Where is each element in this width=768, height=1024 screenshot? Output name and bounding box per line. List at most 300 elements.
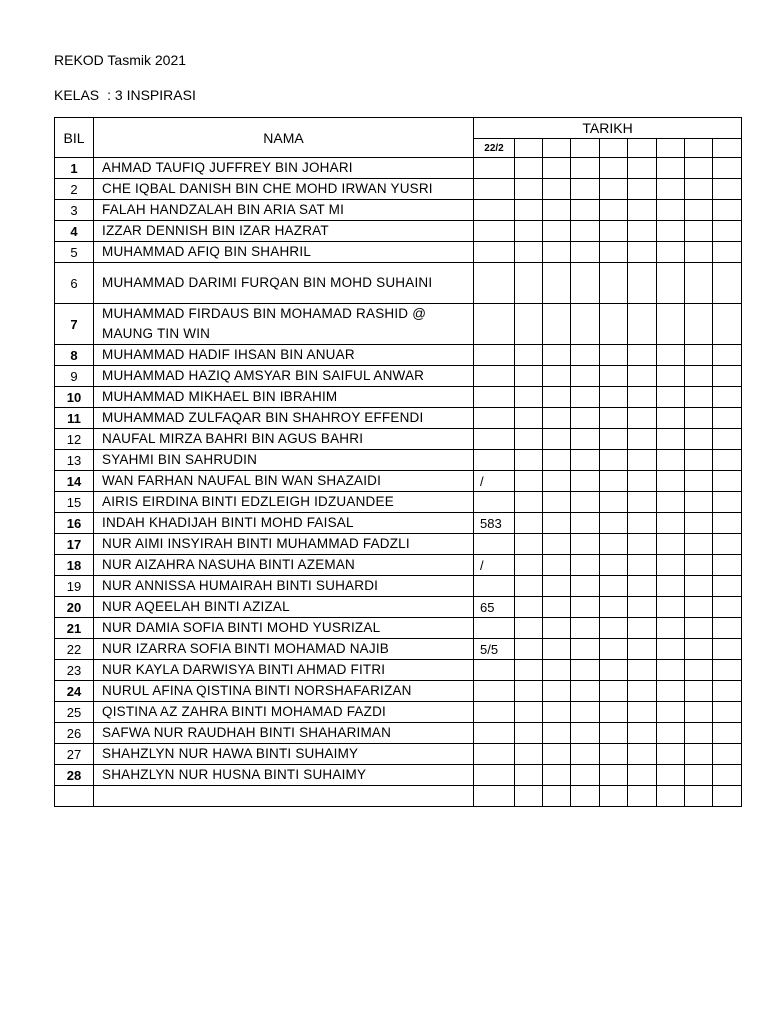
date-entry <box>600 660 628 681</box>
date-entry: / <box>474 555 515 576</box>
date-entry <box>571 702 600 723</box>
date-entry <box>628 681 657 702</box>
date-entry <box>628 597 657 618</box>
date-entry <box>685 723 713 744</box>
table-row <box>55 158 742 179</box>
date-entry <box>600 492 628 513</box>
date-entry <box>474 242 515 263</box>
row-number: 20 <box>55 597 94 618</box>
date-entry <box>713 723 742 744</box>
date-entry <box>543 660 571 681</box>
date-entry <box>515 744 543 765</box>
student-name: SAFWA NUR RAUDHAH BINTI SHAHARIMAN <box>94 723 474 744</box>
date-entry <box>543 304 571 345</box>
date-entry <box>713 450 742 471</box>
date-entry <box>685 179 713 200</box>
table-row <box>55 492 742 513</box>
date-entry <box>713 200 742 221</box>
date-entry <box>628 221 657 242</box>
date-entry <box>657 158 685 179</box>
date-entry <box>685 429 713 450</box>
date-entry <box>600 200 628 221</box>
date-entry <box>685 200 713 221</box>
date-entry <box>685 242 713 263</box>
date-entry <box>628 408 657 429</box>
table-row <box>55 702 742 723</box>
date-entry: 5/5 <box>474 639 515 660</box>
date-entry <box>657 429 685 450</box>
date-entry <box>571 681 600 702</box>
date-entry <box>515 492 543 513</box>
date-entry <box>657 723 685 744</box>
date-entry <box>543 618 571 639</box>
date-entry <box>571 471 600 492</box>
date-entry <box>543 597 571 618</box>
table-row <box>55 345 742 366</box>
table-row <box>55 765 742 786</box>
date-entry <box>600 723 628 744</box>
date-entry <box>600 450 628 471</box>
date-entry <box>713 221 742 242</box>
date-entry <box>515 555 543 576</box>
date-entry <box>474 765 515 786</box>
date-entry <box>474 158 515 179</box>
class-line <box>54 87 196 103</box>
date-entry <box>713 534 742 555</box>
date-entry <box>657 618 685 639</box>
date-entry <box>600 513 628 534</box>
date-entry <box>571 200 600 221</box>
date-entry <box>543 681 571 702</box>
date-entry <box>571 242 600 263</box>
tasmik-table <box>54 117 742 807</box>
date-entry <box>628 786 657 807</box>
table-row <box>55 221 742 242</box>
date-entry <box>657 786 685 807</box>
date-entry <box>657 555 685 576</box>
row-number: 2 <box>55 179 94 200</box>
date-entry <box>713 639 742 660</box>
date-entry <box>600 702 628 723</box>
date-entry <box>713 681 742 702</box>
date-entry <box>515 158 543 179</box>
date-entry <box>713 765 742 786</box>
date-entry <box>628 639 657 660</box>
date-entry <box>543 702 571 723</box>
date-entry <box>515 660 543 681</box>
date-cell <box>515 139 543 158</box>
date-entry <box>600 639 628 660</box>
date-entry <box>600 408 628 429</box>
student-name: NUR AIZAHRA NASUHA BINTI AZEMAN <box>94 555 474 576</box>
date-entry <box>600 429 628 450</box>
date-entry <box>474 179 515 200</box>
date-entry <box>474 304 515 345</box>
date-entry <box>543 576 571 597</box>
date-cell <box>685 139 713 158</box>
student-name: MUHAMMAD HADIF IHSAN BIN ANUAR <box>94 345 474 366</box>
table-row <box>55 304 742 345</box>
date-entry <box>474 786 515 807</box>
student-name: WAN FARHAN NAUFAL BIN WAN SHAZAIDI <box>94 471 474 492</box>
date-entry <box>571 597 600 618</box>
row-number: 11 <box>55 408 94 429</box>
row-number: 17 <box>55 534 94 555</box>
date-entry <box>515 765 543 786</box>
date-entry <box>713 618 742 639</box>
date-entry <box>600 681 628 702</box>
date-entry <box>571 576 600 597</box>
date-entry: / <box>474 471 515 492</box>
row-number: 23 <box>55 660 94 681</box>
row-number: 3 <box>55 200 94 221</box>
date-entry <box>685 387 713 408</box>
date-entry <box>474 723 515 744</box>
row-number: 15 <box>55 492 94 513</box>
row-number: 18 <box>55 555 94 576</box>
student-name: NUR KAYLA DARWISYA BINTI AHMAD FITRI <box>94 660 474 681</box>
date-entry <box>685 366 713 387</box>
date-entry <box>543 534 571 555</box>
table-row <box>55 263 742 304</box>
date-entry <box>571 304 600 345</box>
table-row <box>55 179 742 200</box>
table-row <box>55 387 742 408</box>
date-entry <box>628 534 657 555</box>
date-entry <box>543 450 571 471</box>
row-number: 16 <box>55 513 94 534</box>
date-entry <box>628 345 657 366</box>
date-entry <box>628 576 657 597</box>
table-row <box>55 597 742 618</box>
date-entry <box>571 158 600 179</box>
date-entry <box>600 765 628 786</box>
date-entry <box>685 471 713 492</box>
date-entry <box>657 513 685 534</box>
date-entry <box>515 513 543 534</box>
date-entry <box>571 723 600 744</box>
date-entry <box>685 408 713 429</box>
date-entry <box>685 513 713 534</box>
date-entry <box>543 786 571 807</box>
date-entry <box>515 345 543 366</box>
date-entry: 583 <box>474 513 515 534</box>
date-entry <box>713 179 742 200</box>
table-row <box>55 639 742 660</box>
date-entry <box>543 200 571 221</box>
date-entry <box>657 366 685 387</box>
document-title: REKOD Tasmik 2021 <box>54 52 187 68</box>
student-name: INDAH KHADIJAH BINTI MOHD FAISAL <box>94 513 474 534</box>
date-entry <box>685 639 713 660</box>
date-entry <box>713 158 742 179</box>
date-entry <box>571 618 600 639</box>
date-entry <box>474 366 515 387</box>
table-row <box>55 450 742 471</box>
date-entry <box>657 200 685 221</box>
date-cell <box>600 139 628 158</box>
date-entry <box>600 221 628 242</box>
date-entry <box>657 450 685 471</box>
date-entry <box>571 660 600 681</box>
student-name: AHMAD TAUFIQ JUFFREY BIN JOHARI <box>94 158 474 179</box>
student-name: SHAHZLYN NUR HAWA BINTI SUHAIMY <box>94 744 474 765</box>
date-entry <box>474 492 515 513</box>
date-entry <box>713 702 742 723</box>
date-entry <box>515 408 543 429</box>
table-row <box>55 366 742 387</box>
date-entry <box>474 221 515 242</box>
date-entry <box>685 492 713 513</box>
row-number: 19 <box>55 576 94 597</box>
date-entry <box>515 471 543 492</box>
date-entry <box>657 597 685 618</box>
date-entry <box>713 471 742 492</box>
date-cell <box>571 139 600 158</box>
date-entry <box>600 387 628 408</box>
date-entry <box>543 263 571 304</box>
row-number: 5 <box>55 242 94 263</box>
date-entry <box>571 744 600 765</box>
student-name: QISTINA AZ ZAHRA BINTI MOHAMAD FAZDI <box>94 702 474 723</box>
date-entry <box>685 576 713 597</box>
date-entry <box>600 158 628 179</box>
date-entry <box>474 345 515 366</box>
student-name: NUR AQEELAH BINTI AZIZAL <box>94 597 474 618</box>
date-entry <box>713 304 742 345</box>
date-entry <box>515 702 543 723</box>
date-entry <box>474 702 515 723</box>
date-cell: 22/2 <box>474 139 515 158</box>
date-entry <box>685 263 713 304</box>
date-entry <box>600 555 628 576</box>
date-entry <box>657 179 685 200</box>
table-row <box>55 429 742 450</box>
date-entry <box>713 576 742 597</box>
date-entry <box>657 576 685 597</box>
date-entry <box>474 387 515 408</box>
row-number <box>55 786 94 807</box>
date-entry <box>713 660 742 681</box>
date-entry <box>628 513 657 534</box>
table-row <box>55 408 742 429</box>
date-entry <box>600 471 628 492</box>
date-entry <box>515 387 543 408</box>
date-entry <box>628 471 657 492</box>
date-entry <box>685 702 713 723</box>
table-row <box>55 534 742 555</box>
table-row <box>55 513 742 534</box>
date-entry <box>474 744 515 765</box>
date-entry <box>713 513 742 534</box>
table-row <box>55 744 742 765</box>
row-number: 10 <box>55 387 94 408</box>
date-entry <box>515 304 543 345</box>
student-name: SHAHZLYN NUR HUSNA BINTI SUHAIMY <box>94 765 474 786</box>
date-entry <box>571 179 600 200</box>
row-number: 1 <box>55 158 94 179</box>
date-entry <box>685 765 713 786</box>
table-row <box>55 723 742 744</box>
date-entry <box>685 534 713 555</box>
date-entry <box>474 618 515 639</box>
date-entry <box>474 450 515 471</box>
date-entry <box>685 158 713 179</box>
date-entry <box>543 345 571 366</box>
row-number: 9 <box>55 366 94 387</box>
date-entry <box>474 263 515 304</box>
date-entry <box>685 345 713 366</box>
date-entry <box>685 450 713 471</box>
date-entry <box>571 765 600 786</box>
date-entry <box>474 408 515 429</box>
date-entry <box>628 702 657 723</box>
date-entry <box>543 471 571 492</box>
date-cell <box>543 139 571 158</box>
date-entry <box>571 534 600 555</box>
date-entry <box>657 660 685 681</box>
table-row <box>55 786 742 807</box>
row-number: 7 <box>55 304 94 345</box>
table-row <box>55 555 742 576</box>
row-number: 12 <box>55 429 94 450</box>
date-entry <box>685 786 713 807</box>
date-entry <box>600 263 628 304</box>
row-number: 27 <box>55 744 94 765</box>
date-entry <box>600 744 628 765</box>
date-entry <box>571 492 600 513</box>
date-entry <box>600 786 628 807</box>
date-entry <box>657 263 685 304</box>
date-entry <box>515 576 543 597</box>
date-entry <box>657 744 685 765</box>
date-entry <box>685 744 713 765</box>
date-entry: 65 <box>474 597 515 618</box>
date-cell <box>628 139 657 158</box>
date-entry <box>657 387 685 408</box>
date-entry <box>571 513 600 534</box>
row-number: 24 <box>55 681 94 702</box>
date-entry <box>657 304 685 345</box>
table-row <box>55 681 742 702</box>
date-cell <box>713 139 742 158</box>
date-entry <box>713 263 742 304</box>
row-number: 6 <box>55 263 94 304</box>
date-entry <box>628 179 657 200</box>
date-entry <box>515 429 543 450</box>
date-entry <box>600 534 628 555</box>
date-cell <box>657 139 685 158</box>
row-number: 22 <box>55 639 94 660</box>
date-entry <box>685 221 713 242</box>
date-entry <box>571 450 600 471</box>
date-entry <box>515 618 543 639</box>
date-entry <box>515 200 543 221</box>
date-entry <box>713 744 742 765</box>
date-entry <box>515 450 543 471</box>
row-number: 21 <box>55 618 94 639</box>
student-name: MUHAMMAD MIKHAEL BIN IBRAHIM <box>94 387 474 408</box>
date-entry <box>628 492 657 513</box>
table-row <box>55 242 742 263</box>
student-name: NUR AIMI INSYIRAH BINTI MUHAMMAD FADZLI <box>94 534 474 555</box>
date-entry <box>515 366 543 387</box>
date-entry <box>628 618 657 639</box>
date-entry <box>515 597 543 618</box>
date-entry <box>628 744 657 765</box>
row-number: 8 <box>55 345 94 366</box>
student-name: MUHAMMAD HAZIQ AMSYAR BIN SAIFUL ANWAR <box>94 366 474 387</box>
date-entry <box>543 387 571 408</box>
date-entry <box>543 492 571 513</box>
date-entry <box>713 242 742 263</box>
student-name: NUR DAMIA SOFIA BINTI MOHD YUSRIZAL <box>94 618 474 639</box>
header-bil: BIL <box>55 118 94 158</box>
date-entry <box>515 534 543 555</box>
student-name: NUR ANNISSA HUMAIRAH BINTI SUHARDI <box>94 576 474 597</box>
date-entry <box>657 221 685 242</box>
date-entry <box>628 200 657 221</box>
date-entry <box>600 366 628 387</box>
table-row <box>55 660 742 681</box>
table-row <box>55 200 742 221</box>
date-entry <box>628 242 657 263</box>
table-row <box>55 618 742 639</box>
student-name: MUHAMMAD AFIQ BIN SHAHRIL <box>94 242 474 263</box>
student-name: MUHAMMAD DARIMI FURQAN BIN MOHD SUHAINI <box>94 263 474 304</box>
date-entry <box>628 304 657 345</box>
date-entry <box>713 429 742 450</box>
date-entry <box>685 681 713 702</box>
student-name: AIRIS EIRDINA BINTI EDZLEIGH IDZUANDEE <box>94 492 474 513</box>
class-label: KELAS <box>54 87 100 103</box>
table-row <box>55 471 742 492</box>
header-nama: NAMA <box>94 118 474 158</box>
date-entry <box>657 765 685 786</box>
date-entry <box>571 387 600 408</box>
date-entry <box>515 786 543 807</box>
date-entry <box>713 345 742 366</box>
date-entry <box>571 366 600 387</box>
date-entry <box>713 597 742 618</box>
date-entry <box>571 345 600 366</box>
table-body <box>55 158 742 807</box>
date-entry <box>543 221 571 242</box>
date-entry <box>600 576 628 597</box>
student-name: MUHAMMAD ZULFAQAR BIN SHAHROY EFFENDI <box>94 408 474 429</box>
date-entry <box>571 429 600 450</box>
date-entry <box>657 681 685 702</box>
row-number: 28 <box>55 765 94 786</box>
date-entry <box>543 158 571 179</box>
date-entry <box>543 429 571 450</box>
row-number: 14 <box>55 471 94 492</box>
date-entry <box>571 263 600 304</box>
date-entry <box>515 179 543 200</box>
date-entry <box>657 471 685 492</box>
student-name: NURUL AFINA QISTINA BINTI NORSHAFARIZAN <box>94 681 474 702</box>
date-entry <box>657 702 685 723</box>
date-entry <box>657 639 685 660</box>
date-entry <box>571 408 600 429</box>
date-entry <box>600 597 628 618</box>
date-entry <box>515 639 543 660</box>
date-entry <box>685 618 713 639</box>
row-number: 4 <box>55 221 94 242</box>
date-entry <box>571 221 600 242</box>
student-name: FALAH HANDZALAH BIN ARIA SAT MI <box>94 200 474 221</box>
date-entry <box>600 618 628 639</box>
